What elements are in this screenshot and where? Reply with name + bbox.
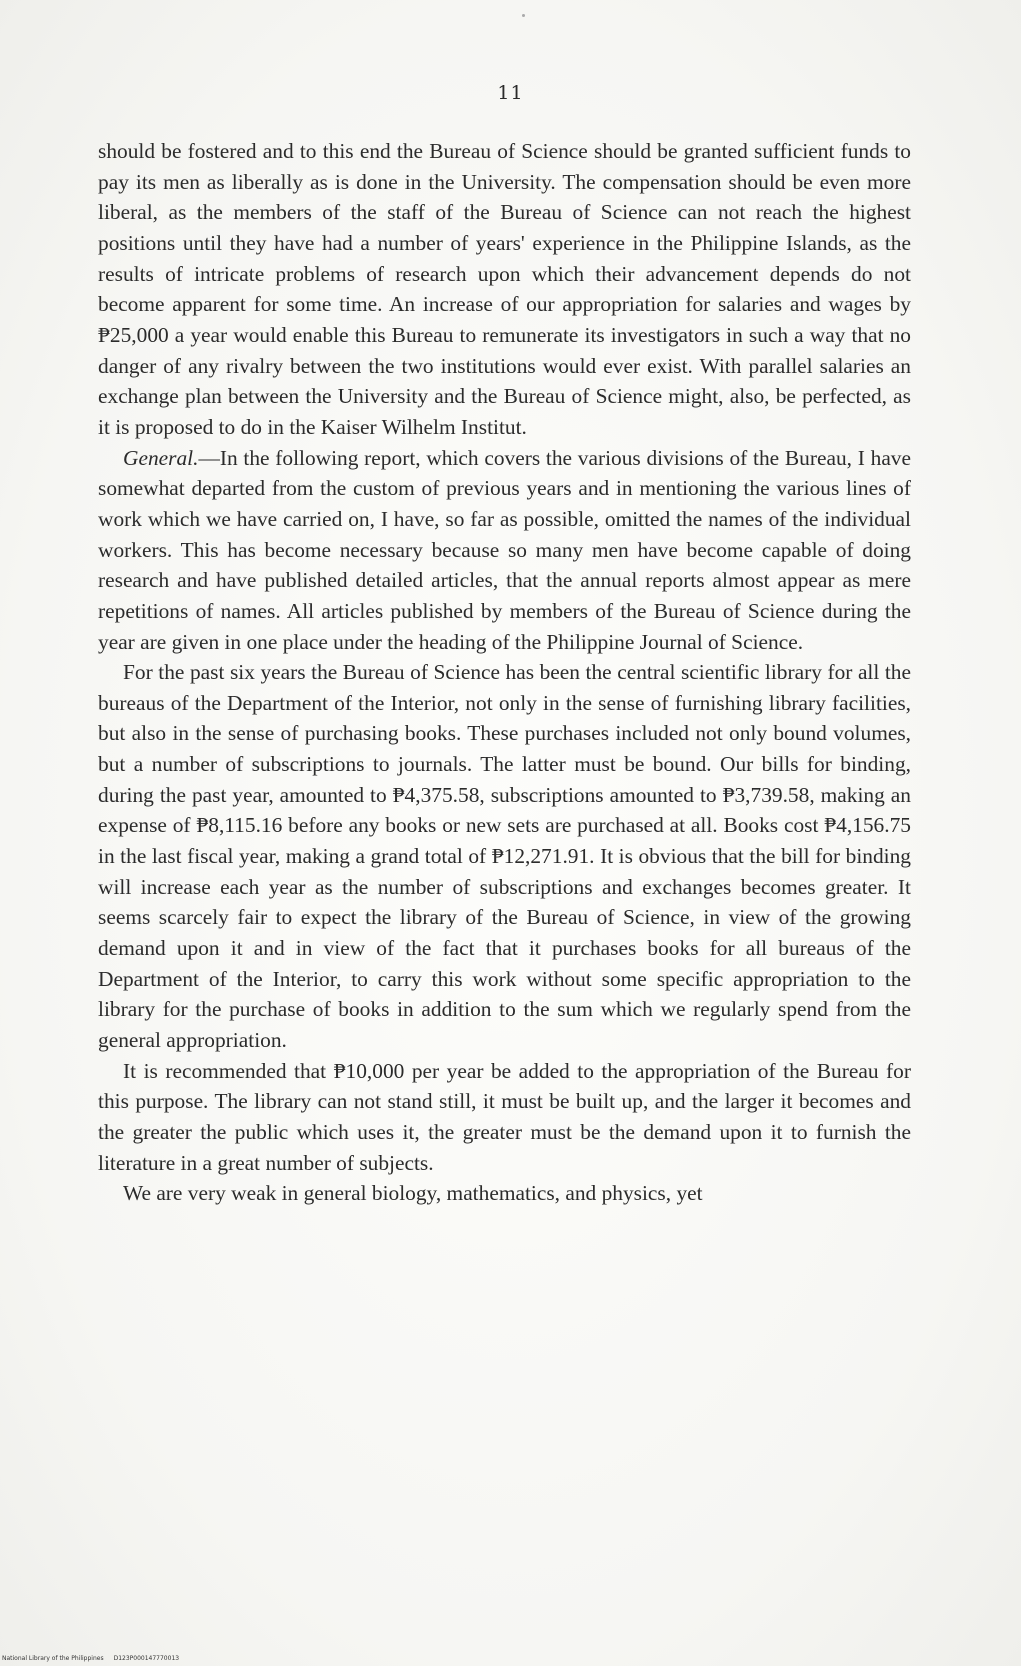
- paragraph-text: We are very weak in general biology, mathematics, and physics, yet: [123, 1181, 703, 1206]
- paragraph-text: For the past six years the Bureau of Science has been the central scientific library for all the bureaus of the Department of the Interior, not only in the sense of furnishing library facilities, but also in the sense of purchasing books. These purchases included not only bound volumes, but a number of subscriptions to journals. The latter must be bound. Our bills for binding, during the past year, amounted to ₱4,375.58, subscriptions amounted to ₱3,739.58, making an expense of ₱8,115.16 before any books or new sets are purchased at all. Books cost ₱4,156.75 in the last fiscal year, making a grand total of ₱12,271.91. It is obvious that the bill for binding will increase each year as the number of subscriptions and exchanges becomes greater. It seems scarcely fair to expect the library of the Bureau of Science, in view of the growing demand upon it and in view of the fact that it purchases books for all bureaus of the Department of the Interior, to carry this work without some specific appropriation to the library for the purchase of books in addition to the sum which we regularly spend from the general appropriation.: [98, 660, 911, 1053]
- page-number: 11: [497, 82, 524, 104]
- stamp-institution: National Library of the Philippines: [2, 1655, 104, 1662]
- paragraph-3: [98, 657, 911, 1056]
- paragraph-text: —In the following report, which covers the various divisions of the Bureau, I have somewhat departed from the custom of previous years and in mentioning the various lines of work which we have carried on, I have, so far as possible, omitted the names of the individual workers. This has become necessary because so many men have become capable of doing research and have published detailed articles, that the annual reports almost appear as mere repetitions of names. All articles published by members of the Bureau of Science during the year are given in one place under the heading of the Philippine Journal of Science.: [98, 445, 911, 654]
- paragraph-text: should be fostered and to this end the Bureau of Science should be granted sufficient funds to pay its men as liberally as is done in the University. The compensation should be even more liberal, as the members of the staff of the Bureau of Science can not reach the highest positions until they have had a number of years' experience in the Philippine Islands, as the results of intricate problems of research upon which their advancement depends do not become apparent for some time. An increase of our appropriation for salaries and wages by ₱25,000 a year would enable this Bureau to remunerate its investigators in such a way that no danger of any rivalry between the two institutions would ever exist. With parallel salaries an exchange plan between the University and the Bureau of Science might, also, be perfected, as it is proposed to do in the Kaiser Wilhelm Institut.: [98, 139, 911, 439]
- stamp-identifier: D123P000147770013: [113, 1655, 180, 1662]
- paragraph-1: [98, 136, 911, 443]
- paragraph-2: [98, 443, 911, 658]
- section-label-general: General.: [123, 445, 199, 470]
- paragraph-text: It is recommended that ₱10,000 per year be added to the appropriation of the Bureau for this purpose. The library can not stand still, it must be built up, and the larger it becomes and the greater the public which uses it, the greater must be the demand upon it to furnish the literature in a great number of subjects.: [98, 1058, 911, 1175]
- paragraph-4: [98, 1056, 911, 1179]
- digitization-stamp: [2, 1655, 189, 1662]
- paragraph-5: [98, 1178, 911, 1209]
- dust-speck: [522, 14, 525, 17]
- body-text: [98, 136, 911, 1209]
